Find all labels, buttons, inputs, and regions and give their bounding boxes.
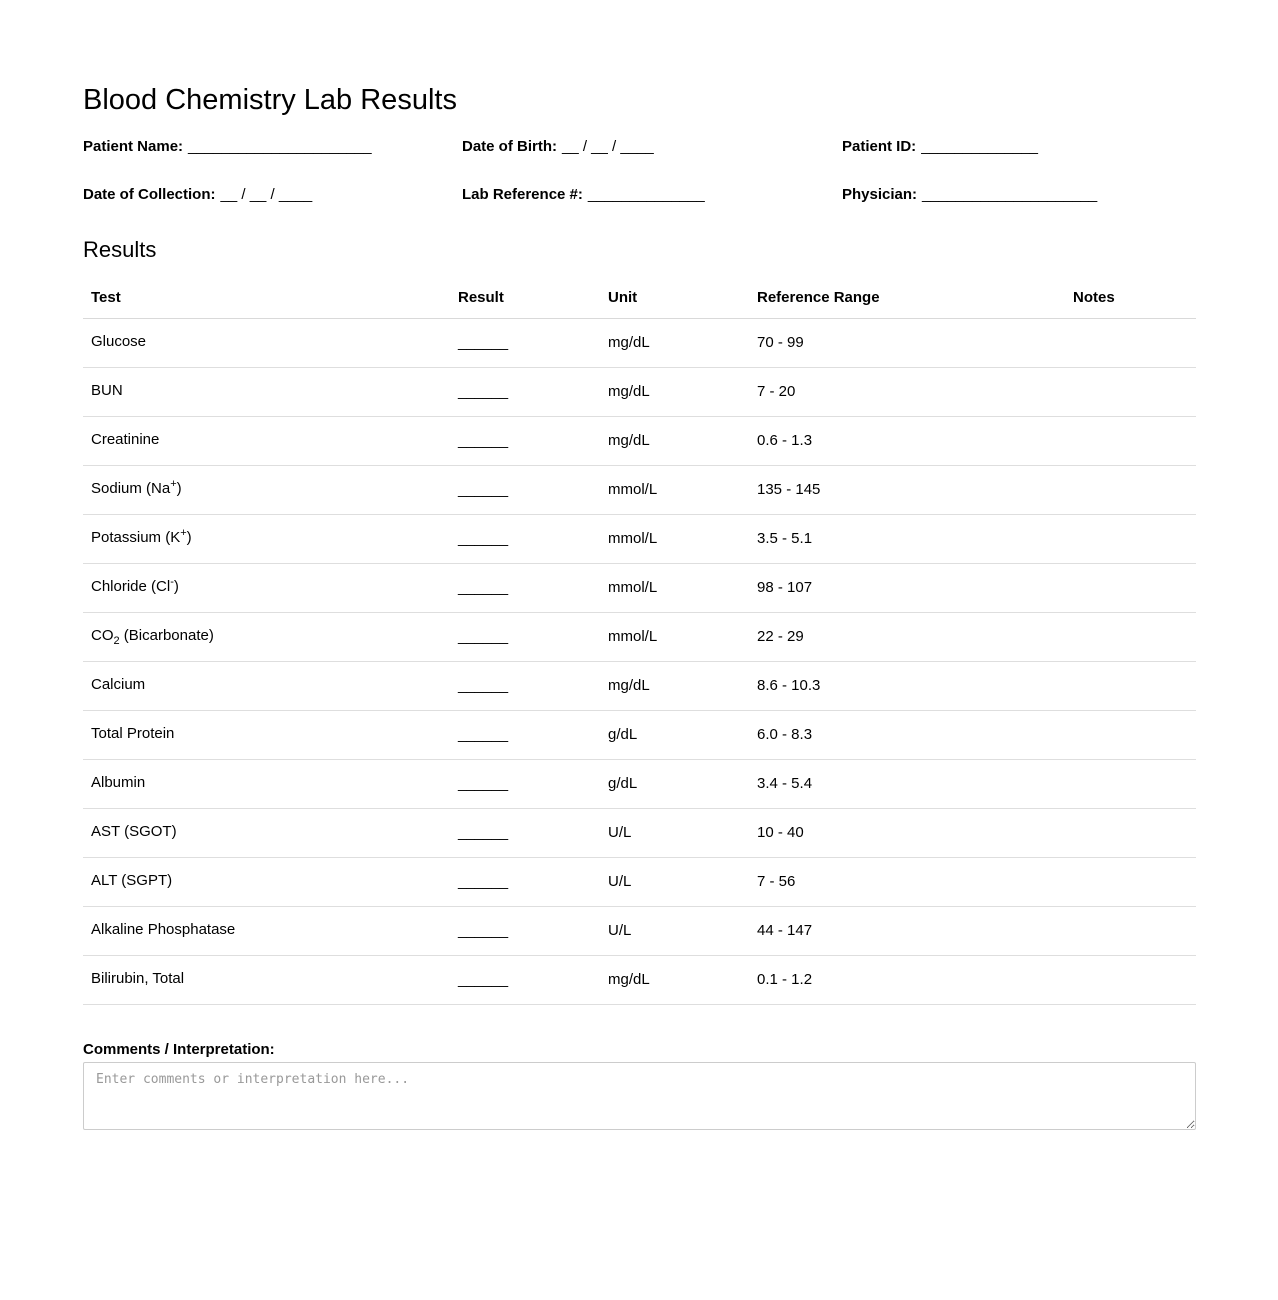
- result-cell: [458, 466, 608, 515]
- notes-cell: [1073, 907, 1196, 956]
- unit-cell: mg/dL: [608, 417, 757, 466]
- test-name: Potassium (K: [91, 529, 181, 546]
- test-name-suffix: ): [186, 529, 192, 546]
- field-physician: [842, 186, 1196, 203]
- table-row-sodium: [83, 466, 1196, 515]
- result-cell: [458, 515, 608, 564]
- date-of-birth-blank: __ / __ / ____: [562, 138, 654, 155]
- test-cell: [83, 809, 458, 858]
- table-row-albumin: [83, 760, 1196, 809]
- test-cell: [83, 564, 458, 613]
- test-name-suffix: ): [176, 480, 182, 497]
- result-blank: ______: [458, 824, 509, 841]
- col-header-reference-range: Reference Range: [757, 289, 1073, 319]
- test-cell: [83, 858, 458, 907]
- notes-cell: [1073, 662, 1196, 711]
- physician-blank: _____________________: [922, 186, 1098, 203]
- notes-cell: [1073, 564, 1196, 613]
- reference-range-cell: 135 - 145: [757, 466, 1073, 515]
- notes-cell: [1073, 809, 1196, 858]
- table-row-bilirubin: [83, 956, 1196, 1005]
- result-cell: [458, 319, 608, 368]
- test-cell: [83, 319, 458, 368]
- test-cell: [83, 417, 458, 466]
- table-row-chloride: [83, 564, 1196, 613]
- test-name: BUN: [91, 382, 123, 399]
- reference-range-cell: 98 - 107: [757, 564, 1073, 613]
- test-cell: [83, 907, 458, 956]
- notes-cell: [1073, 466, 1196, 515]
- notes-cell: [1073, 417, 1196, 466]
- result-cell: [458, 662, 608, 711]
- table-row-co2: [83, 613, 1196, 662]
- result-blank: ______: [458, 383, 509, 400]
- unit-cell: mmol/L: [608, 564, 757, 613]
- test-name: Creatinine: [91, 431, 160, 448]
- patient-name-label: Patient Name:: [83, 138, 184, 155]
- test-name: Albumin: [91, 774, 146, 791]
- test-cell: [83, 662, 458, 711]
- table-row-glucose: [83, 319, 1196, 368]
- notes-cell: [1073, 319, 1196, 368]
- result-cell: [458, 858, 608, 907]
- result-blank: ______: [458, 971, 509, 988]
- date-of-birth-label: Date of Birth:: [462, 138, 557, 155]
- comments-label: Comments / Interpretation:: [83, 1041, 275, 1058]
- test-cell: [83, 760, 458, 809]
- table-row-potassium: [83, 515, 1196, 564]
- notes-cell: [1073, 515, 1196, 564]
- unit-cell: g/dL: [608, 760, 757, 809]
- reference-range-cell: 8.6 - 10.3: [757, 662, 1073, 711]
- reference-range-cell: 10 - 40: [757, 809, 1073, 858]
- test-cell: [83, 515, 458, 564]
- table-row-bun: [83, 368, 1196, 417]
- notes-cell: [1073, 711, 1196, 760]
- test-name-sup: +: [180, 527, 187, 539]
- reference-range-cell: 3.5 - 5.1: [757, 515, 1073, 564]
- notes-cell: [1073, 858, 1196, 907]
- page-title: Blood Chemistry Lab Results: [83, 84, 457, 116]
- test-cell: [83, 613, 458, 662]
- reference-range-cell: 3.4 - 5.4: [757, 760, 1073, 809]
- reference-range-cell: 70 - 99: [757, 319, 1073, 368]
- unit-cell: mmol/L: [608, 515, 757, 564]
- result-blank: ______: [458, 726, 509, 743]
- field-patient-name: [83, 138, 462, 155]
- patient-name-blank: ______________________: [188, 138, 372, 155]
- result-cell: [458, 368, 608, 417]
- field-patient-id: [842, 138, 1196, 155]
- comments-textarea[interactable]: [83, 1062, 1196, 1130]
- col-header-notes: Notes: [1073, 289, 1196, 319]
- field-lab-reference: [462, 186, 842, 203]
- result-blank: ______: [458, 530, 509, 547]
- result-blank: ______: [458, 677, 509, 694]
- test-cell: [83, 466, 458, 515]
- unit-cell: mg/dL: [608, 662, 757, 711]
- lab-reference-blank: ______________: [587, 186, 705, 203]
- table-row-alt: [83, 858, 1196, 907]
- notes-cell: [1073, 956, 1196, 1005]
- test-name: Alkaline Phosphatase: [91, 921, 236, 938]
- table-header-row: [83, 289, 1196, 319]
- test-name-suffix: (Bicarbonate): [119, 627, 214, 644]
- unit-cell: mg/dL: [608, 956, 757, 1005]
- patient-info: [83, 138, 1196, 203]
- unit-cell: U/L: [608, 809, 757, 858]
- reference-range-cell: 0.6 - 1.3: [757, 417, 1073, 466]
- date-of-collection-label: Date of Collection:: [83, 186, 216, 203]
- field-date-of-collection: [83, 186, 462, 203]
- reference-range-cell: 0.1 - 1.2: [757, 956, 1073, 1005]
- unit-cell: mmol/L: [608, 466, 757, 515]
- result-blank: ______: [458, 579, 509, 596]
- test-name: Bilirubin, Total: [91, 970, 185, 987]
- result-cell: [458, 760, 608, 809]
- lab-reference-label: Lab Reference #:: [462, 186, 583, 203]
- test-name-sup: -: [170, 576, 174, 588]
- result-cell: [458, 711, 608, 760]
- test-name-sub: 2: [113, 635, 120, 647]
- result-cell: [458, 809, 608, 858]
- reference-range-cell: 7 - 56: [757, 858, 1073, 907]
- patient-id-label: Patient ID:: [842, 138, 917, 155]
- unit-cell: g/dL: [608, 711, 757, 760]
- result-blank: ______: [458, 334, 509, 351]
- result-cell: [458, 613, 608, 662]
- test-name: CO: [91, 627, 114, 644]
- lab-results-page: [83, 0, 1196, 1130]
- unit-cell: mmol/L: [608, 613, 757, 662]
- unit-cell: U/L: [608, 907, 757, 956]
- table-row-creatinine: [83, 417, 1196, 466]
- unit-cell: mg/dL: [608, 319, 757, 368]
- test-name: AST (SGOT): [91, 823, 177, 840]
- test-name-sup: +: [170, 478, 177, 490]
- notes-cell: [1073, 368, 1196, 417]
- test-name: Calcium: [91, 676, 146, 693]
- date-of-collection-blank: __ / __ / ____: [220, 186, 313, 203]
- notes-cell: [1073, 613, 1196, 662]
- patient-id-blank: ______________: [921, 138, 1038, 155]
- test-name: Chloride (Cl: [91, 578, 171, 595]
- result-blank: ______: [458, 432, 509, 449]
- comments-section: [83, 1041, 1196, 1130]
- unit-cell: U/L: [608, 858, 757, 907]
- unit-cell: mg/dL: [608, 368, 757, 417]
- test-name: Glucose: [91, 333, 147, 350]
- result-blank: ______: [458, 922, 509, 939]
- test-cell: [83, 711, 458, 760]
- test-cell: [83, 956, 458, 1005]
- reference-range-cell: 22 - 29: [757, 613, 1073, 662]
- table-row-total-protein: [83, 711, 1196, 760]
- result-cell: [458, 907, 608, 956]
- table-row-ast: [83, 809, 1196, 858]
- reference-range-cell: 44 - 147: [757, 907, 1073, 956]
- result-blank: ______: [458, 775, 509, 792]
- reference-range-cell: 6.0 - 8.3: [757, 711, 1073, 760]
- test-name: ALT (SGPT): [91, 872, 173, 889]
- col-header-unit: Unit: [608, 289, 757, 319]
- reference-range-cell: 7 - 20: [757, 368, 1073, 417]
- table-row-calcium: [83, 662, 1196, 711]
- result-cell: [458, 564, 608, 613]
- col-header-result: Result: [458, 289, 608, 319]
- results-table: [83, 289, 1196, 1005]
- result-cell: [458, 956, 608, 1005]
- col-header-test: Test: [83, 289, 458, 319]
- field-date-of-birth: [462, 138, 842, 155]
- result-blank: ______: [458, 481, 509, 498]
- table-row-alkaline-phosphatase: [83, 907, 1196, 956]
- results-heading: Results: [83, 237, 157, 262]
- notes-cell: [1073, 760, 1196, 809]
- result-cell: [458, 417, 608, 466]
- test-name-suffix: ): [173, 578, 179, 595]
- test-cell: [83, 368, 458, 417]
- test-name: Sodium (Na: [91, 480, 171, 497]
- result-blank: ______: [458, 873, 509, 890]
- result-blank: ______: [458, 628, 509, 645]
- physician-label: Physician:: [842, 186, 918, 203]
- test-name: Total Protein: [91, 725, 175, 742]
